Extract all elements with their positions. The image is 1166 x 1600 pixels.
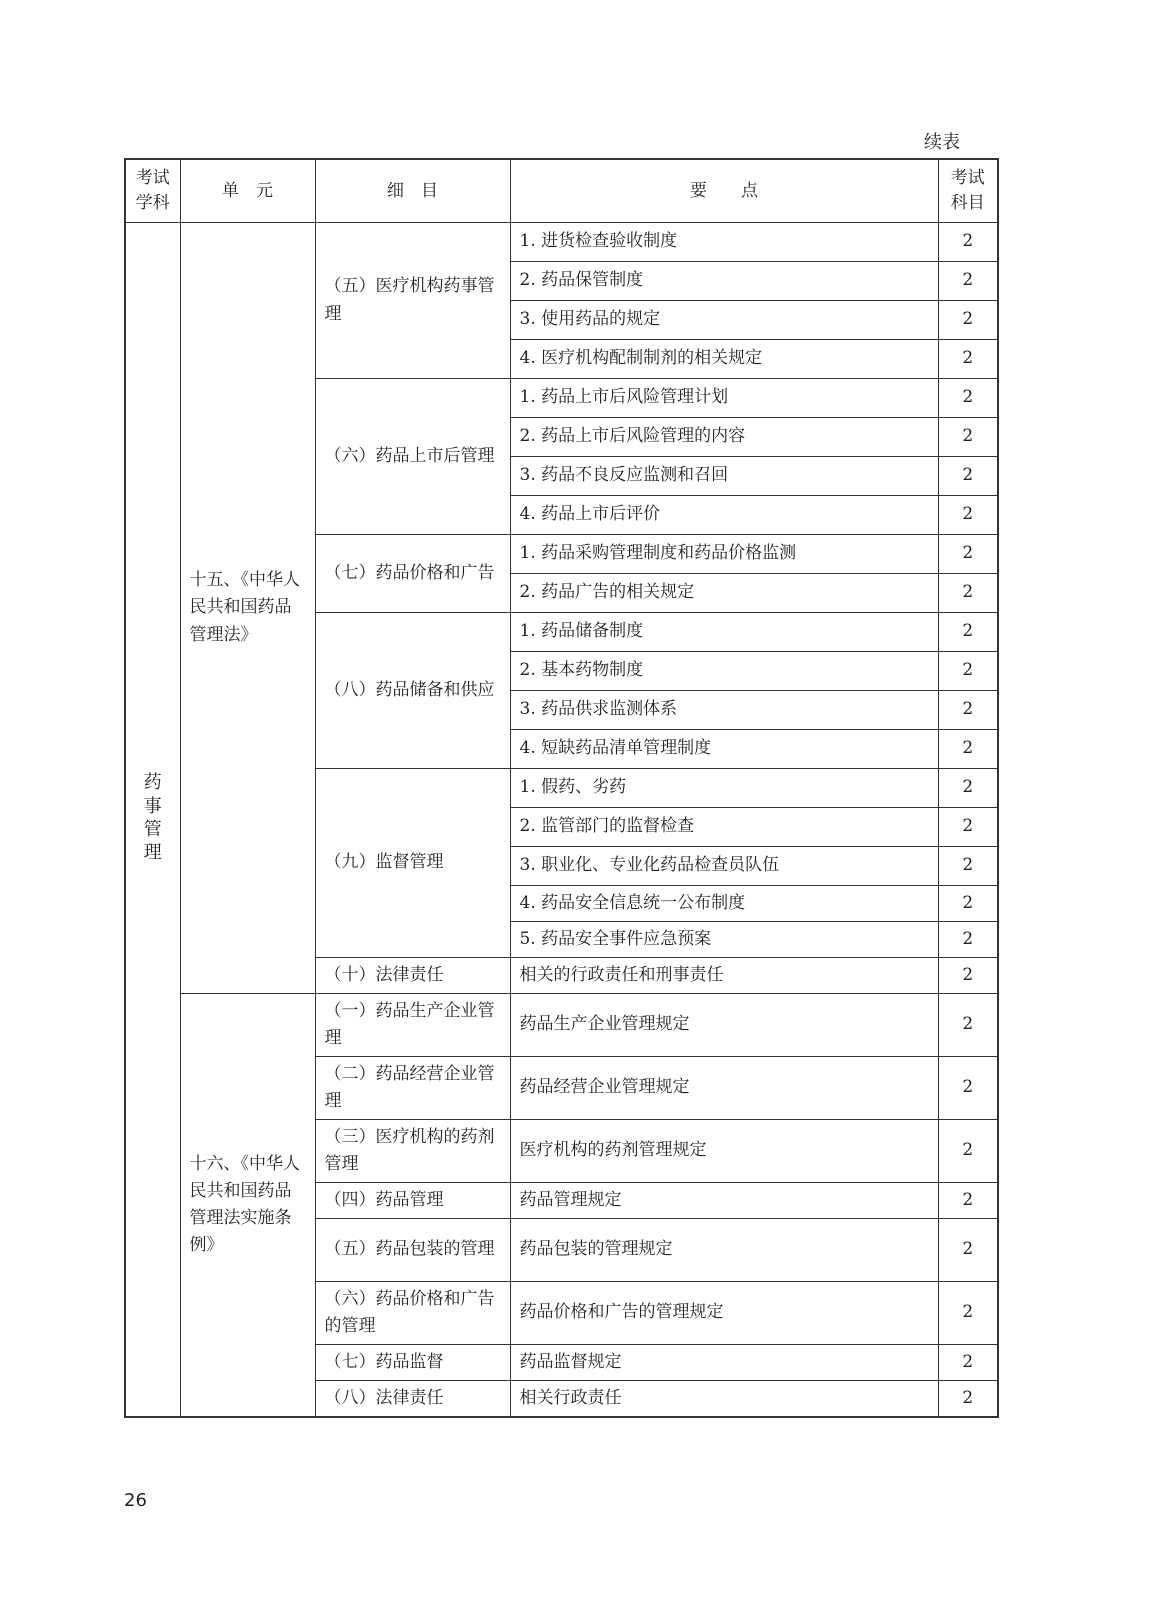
point-cell: 1. 假药、劣药 [510, 769, 938, 808]
point-cell: 2. 药品保管制度 [510, 262, 938, 301]
point-cell: 5. 药品安全事件应急预案 [510, 922, 938, 958]
header-item: 细 目 [315, 159, 510, 223]
score-cell: 2 [938, 1381, 998, 1418]
score-cell: 2 [938, 613, 998, 652]
score-cell: 2 [938, 301, 998, 340]
header-subject: 考试学科 [125, 159, 180, 223]
table-header-row [125, 159, 998, 223]
item-cell: （八）法律责任 [315, 1381, 510, 1418]
point-cell: 4. 医疗机构配制制剂的相关规定 [510, 340, 938, 379]
point-cell: 2. 基本药物制度 [510, 652, 938, 691]
unit-cell: 十六、《中华人民共和国药品管理法实施条例》 [180, 994, 315, 1418]
score-cell: 2 [938, 769, 998, 808]
point-cell: 2. 监管部门的监督检查 [510, 808, 938, 847]
score-cell: 2 [938, 223, 998, 262]
score-cell: 2 [938, 922, 998, 958]
point-cell: 2. 药品广告的相关规定 [510, 574, 938, 613]
score-cell: 2 [938, 1057, 998, 1120]
item-cell: （二）药品经营企业管理 [315, 1057, 510, 1120]
point-cell: 3. 职业化、专业化药品检查员队伍 [510, 847, 938, 886]
item-cell: （六）药品价格和广告的管理 [315, 1282, 510, 1345]
item-cell: （八）药品储备和供应 [315, 613, 510, 769]
unit-cell: 十五、《中华人民共和国药品管理法》 [180, 223, 315, 994]
point-cell: 药品价格和广告的管理规定 [510, 1282, 938, 1345]
item-cell: （九）监督管理 [315, 769, 510, 958]
header-point: 要 点 [510, 159, 938, 223]
point-cell: 1. 药品储备制度 [510, 613, 938, 652]
item-cell: （十）法律责任 [315, 958, 510, 994]
score-cell: 2 [938, 691, 998, 730]
score-cell: 2 [938, 574, 998, 613]
point-cell: 药品管理规定 [510, 1183, 938, 1219]
score-cell: 2 [938, 1183, 998, 1219]
continued-label: 续表 [924, 132, 960, 153]
table-row [125, 223, 998, 262]
score-cell: 2 [938, 808, 998, 847]
score-cell: 2 [938, 652, 998, 691]
subject-cell [125, 223, 180, 1418]
syllabus-table [124, 158, 999, 1418]
point-cell: 相关行政责任 [510, 1381, 938, 1418]
subject-name: 药事管理 [143, 772, 162, 864]
page-number: 26 [124, 1490, 147, 1511]
item-cell: （三）医疗机构的药剂管理 [315, 1120, 510, 1183]
point-cell: 1. 进货检查验收制度 [510, 223, 938, 262]
score-cell: 2 [938, 1282, 998, 1345]
score-cell: 2 [938, 457, 998, 496]
score-cell: 2 [938, 1120, 998, 1183]
header-category: 考试科目 [938, 159, 998, 223]
score-cell: 2 [938, 262, 998, 301]
item-cell: （七）药品价格和广告 [315, 535, 510, 613]
score-cell: 2 [938, 1345, 998, 1381]
score-cell: 2 [938, 994, 998, 1057]
item-cell: （五）医疗机构药事管理 [315, 223, 510, 379]
score-cell: 2 [938, 730, 998, 769]
point-cell: 3. 药品供求监测体系 [510, 691, 938, 730]
point-cell: 1. 药品采购管理制度和药品价格监测 [510, 535, 938, 574]
score-cell: 2 [938, 958, 998, 994]
score-cell: 2 [938, 847, 998, 886]
point-cell: 药品经营企业管理规定 [510, 1057, 938, 1120]
score-cell: 2 [938, 496, 998, 535]
header-unit: 单 元 [180, 159, 315, 223]
score-cell: 2 [938, 535, 998, 574]
score-cell: 2 [938, 886, 998, 922]
score-cell: 2 [938, 379, 998, 418]
item-cell: （六）药品上市后管理 [315, 379, 510, 535]
item-cell: （五）药品包装的管理 [315, 1219, 510, 1282]
item-cell: （四）药品管理 [315, 1183, 510, 1219]
table-row [125, 994, 998, 1057]
item-cell: （七）药品监督 [315, 1345, 510, 1381]
point-cell: 相关的行政责任和刑事责任 [510, 958, 938, 994]
point-cell: 4. 药品安全信息统一公布制度 [510, 886, 938, 922]
item-cell: （一）药品生产企业管理 [315, 994, 510, 1057]
point-cell: 药品包装的管理规定 [510, 1219, 938, 1282]
point-cell: 1. 药品上市后风险管理计划 [510, 379, 938, 418]
point-cell: 医疗机构的药剂管理规定 [510, 1120, 938, 1183]
point-cell: 药品生产企业管理规定 [510, 994, 938, 1057]
score-cell: 2 [938, 340, 998, 379]
point-cell: 药品监督规定 [510, 1345, 938, 1381]
score-cell: 2 [938, 418, 998, 457]
point-cell: 2. 药品上市后风险管理的内容 [510, 418, 938, 457]
point-cell: 4. 药品上市后评价 [510, 496, 938, 535]
point-cell: 3. 药品不良反应监测和召回 [510, 457, 938, 496]
point-cell: 4. 短缺药品清单管理制度 [510, 730, 938, 769]
point-cell: 3. 使用药品的规定 [510, 301, 938, 340]
score-cell: 2 [938, 1219, 998, 1282]
